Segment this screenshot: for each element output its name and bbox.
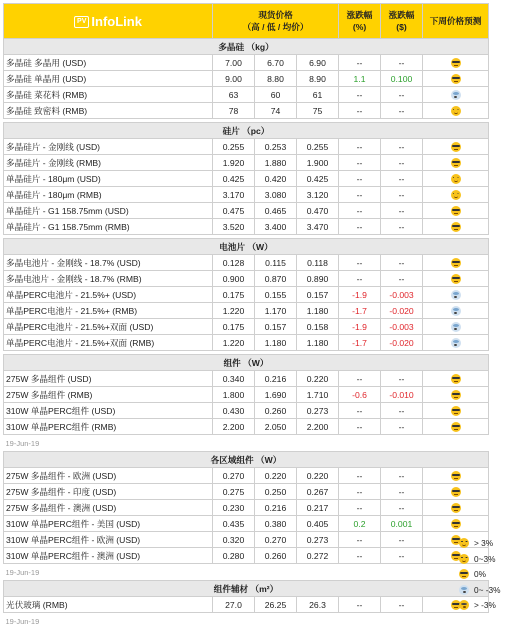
infolink-logo	[74, 16, 142, 28]
price-low: 0.157	[255, 319, 297, 335]
price-high: 3.520	[213, 219, 255, 235]
price-high: 3.170	[213, 187, 255, 203]
change-usd: --	[381, 203, 423, 219]
date-row	[4, 564, 489, 581]
product-name: 多晶硅 多晶用 (USD)	[4, 55, 213, 71]
price-low: 3.400	[255, 219, 297, 235]
table-row	[4, 271, 489, 287]
table-row	[4, 219, 489, 235]
price-avg: 61	[297, 87, 339, 103]
forecast-emoji-icon	[451, 390, 461, 400]
price-high: 0.270	[213, 468, 255, 484]
product-name: 275W 多晶组件 (RMB)	[4, 387, 213, 403]
change-usd: 0.001	[381, 516, 423, 532]
table-row	[4, 255, 489, 271]
change-usd: --	[381, 371, 423, 387]
section-header	[4, 39, 489, 55]
logo-badge: PV	[74, 16, 89, 28]
forecast-cell	[423, 468, 489, 484]
change-usd: 0.100	[381, 71, 423, 87]
price-avg: 3.120	[297, 187, 339, 203]
change-usd: --	[381, 255, 423, 271]
change-pct: --	[339, 87, 381, 103]
price-avg: 0.425	[297, 171, 339, 187]
price-low: 0.870	[255, 271, 297, 287]
change-pct: -0.6	[339, 387, 381, 403]
change-pct: --	[339, 271, 381, 287]
price-avg: 0.158	[297, 319, 339, 335]
change-pct: -1.7	[339, 335, 381, 351]
forecast-emoji-icon	[451, 142, 461, 152]
price-low: 74	[255, 103, 297, 119]
change-usd: --	[381, 87, 423, 103]
change-pct: --	[339, 484, 381, 500]
change-usd: --	[381, 532, 423, 548]
change-pct: --	[339, 187, 381, 203]
price-avg: 0.273	[297, 532, 339, 548]
forecast-cell	[423, 255, 489, 271]
section-header	[4, 355, 489, 371]
forecast-emoji-icon	[451, 374, 461, 384]
price-low: 0.465	[255, 203, 297, 219]
change-pct: --	[339, 55, 381, 71]
price-high: 0.900	[213, 271, 255, 287]
date-row	[4, 435, 489, 452]
pct-change-header: 涨跌幅 (%)	[339, 4, 381, 39]
change-usd: -0.020	[381, 303, 423, 319]
price-avg: 1.710	[297, 387, 339, 403]
price-high: 27.0	[213, 597, 255, 613]
forecast-emoji-icon	[451, 306, 461, 316]
change-usd: --	[381, 419, 423, 435]
forecast-emoji-icon	[451, 106, 461, 116]
usd-change-header: 涨跌幅 ($)	[381, 4, 423, 39]
forecast-emoji-icon	[451, 90, 461, 100]
table-row	[4, 287, 489, 303]
forecast-emoji-icon	[451, 487, 461, 497]
price-avg: 26.3	[297, 597, 339, 613]
price-avg: 0.272	[297, 548, 339, 564]
forecast-emoji-icon	[451, 503, 461, 513]
forecast-emoji-icon	[451, 190, 461, 200]
change-pct: --	[339, 171, 381, 187]
legend-item	[446, 552, 504, 565]
price-high: 63	[213, 87, 255, 103]
price-high: 0.175	[213, 319, 255, 335]
forecast-emoji-icon	[451, 174, 461, 184]
table-row	[4, 597, 489, 613]
change-pct: --	[339, 500, 381, 516]
price-high: 0.475	[213, 203, 255, 219]
product-name: 单晶PERC电池片 - 21.5%+双面 (USD)	[4, 319, 213, 335]
legend-label: 0%	[474, 568, 486, 579]
table-row	[4, 516, 489, 532]
change-pct: --	[339, 419, 381, 435]
product-name: 单晶硅片 - G1 158.75mm (RMB)	[4, 219, 213, 235]
price-low: 0.115	[255, 255, 297, 271]
forecast-emoji-icon	[451, 338, 461, 348]
price-avg: 0.255	[297, 139, 339, 155]
legend-emoji-icon	[459, 569, 469, 579]
price-low: 0.260	[255, 548, 297, 564]
price-low: 1.170	[255, 303, 297, 319]
forecast-cell	[423, 371, 489, 387]
price-high: 7.00	[213, 55, 255, 71]
price-high: 0.320	[213, 532, 255, 548]
price-low: 0.216	[255, 371, 297, 387]
price-low: 1.690	[255, 387, 297, 403]
price-low: 0.155	[255, 287, 297, 303]
price-avg: 1.180	[297, 335, 339, 351]
forecast-cell	[423, 139, 489, 155]
table-row	[4, 419, 489, 435]
forecast-cell	[423, 203, 489, 219]
price-high: 0.230	[213, 500, 255, 516]
product-name: 多晶硅 单晶用 (USD)	[4, 71, 213, 87]
table-row	[4, 187, 489, 203]
forecast-cell	[423, 103, 489, 119]
product-name: 310W 单晶PERC组件 - 欧洲 (USD)	[4, 532, 213, 548]
forecast-emoji-icon	[451, 290, 461, 300]
change-usd: --	[381, 139, 423, 155]
price-avg: 0.118	[297, 255, 339, 271]
table-row	[4, 319, 489, 335]
price-low: 26.25	[255, 597, 297, 613]
forecast-cell	[423, 155, 489, 171]
change-usd: --	[381, 548, 423, 564]
forecast-emoji-icon	[451, 158, 461, 168]
change-usd: --	[381, 500, 423, 516]
change-usd: --	[381, 484, 423, 500]
forecast-cell	[423, 403, 489, 419]
date-row	[4, 613, 489, 630]
forecast-emoji-icon	[451, 274, 461, 284]
price-avg: 0.157	[297, 287, 339, 303]
change-pct: --	[339, 532, 381, 548]
product-name: 单晶硅片 - 180μm (USD)	[4, 171, 213, 187]
product-name: 单晶PERC电池片 - 21.5%+ (RMB)	[4, 303, 213, 319]
price-high: 0.425	[213, 171, 255, 187]
price-low: 2.050	[255, 419, 297, 435]
forecast-emoji-icon	[451, 58, 461, 68]
change-pct: --	[339, 371, 381, 387]
change-usd: --	[381, 219, 423, 235]
table-row	[4, 71, 489, 87]
table-row	[4, 87, 489, 103]
price-high: 0.275	[213, 484, 255, 500]
product-name: 310W 单晶PERC组件 - 澳洲 (USD)	[4, 548, 213, 564]
legend-emoji-icon	[459, 538, 469, 548]
table-row	[4, 55, 489, 71]
legend-label: > 3%	[474, 537, 494, 548]
section-header	[4, 123, 489, 139]
forecast-cell	[423, 484, 489, 500]
legend-label: 0~3%	[474, 553, 496, 564]
change-pct: --	[339, 155, 381, 171]
change-pct: -1.7	[339, 303, 381, 319]
product-name: 多晶电池片 - 金刚线 - 18.7% (USD)	[4, 255, 213, 271]
table-row	[4, 303, 489, 319]
change-pct: --	[339, 597, 381, 613]
price-column-header: 現货价格 （高 / 低 / 均价）	[213, 4, 339, 39]
price-low: 0.260	[255, 403, 297, 419]
forecast-cell	[423, 500, 489, 516]
change-usd: --	[381, 187, 423, 203]
forecast-cell	[423, 171, 489, 187]
forecast-cell	[423, 219, 489, 235]
legend-item	[446, 567, 504, 580]
change-usd: --	[381, 271, 423, 287]
update-date: 19-Jun-19	[5, 567, 40, 577]
change-usd: --	[381, 468, 423, 484]
product-name: 310W 单晶PERC组件 - 美国 (USD)	[4, 516, 213, 532]
forecast-header: 下周价格预测	[423, 4, 489, 39]
change-usd: --	[381, 171, 423, 187]
change-pct: -1.9	[339, 319, 381, 335]
price-high: 0.435	[213, 516, 255, 532]
change-pct: --	[339, 219, 381, 235]
price-avg: 1.180	[297, 303, 339, 319]
product-name: 单晶硅片 - 180μm (RMB)	[4, 187, 213, 203]
table-row	[4, 532, 489, 548]
product-name: 多晶电池片 - 金刚线 - 18.7% (RMB)	[4, 271, 213, 287]
legend-item	[446, 583, 504, 596]
forecast-cell	[423, 516, 489, 532]
price-low: 0.216	[255, 500, 297, 516]
product-name: 多晶硅 菜花料 (RMB)	[4, 87, 213, 103]
price-low: 8.80	[255, 71, 297, 87]
forecast-emoji-icon	[451, 74, 461, 84]
price-low: 1.180	[255, 335, 297, 351]
change-pct: 1.1	[339, 71, 381, 87]
forecast-emoji-icon	[451, 322, 461, 332]
price-avg: 0.267	[297, 484, 339, 500]
price-high: 1.220	[213, 303, 255, 319]
legend-emoji-icon	[459, 554, 469, 564]
table-row	[4, 103, 489, 119]
product-name: 310W 单晶PERC组件 (RMB)	[4, 419, 213, 435]
product-name: 单晶PERC电池片 - 21.5%+双面 (RMB)	[4, 335, 213, 351]
legend-label: 0~ -3%	[474, 584, 501, 595]
section-title: 组件辅材 （m²）	[4, 581, 489, 597]
table-row	[4, 403, 489, 419]
price-avg: 0.220	[297, 468, 339, 484]
section-title: 硅片 （pc）	[4, 123, 489, 139]
forecast-cell	[423, 271, 489, 287]
table-row	[4, 387, 489, 403]
price-avg: 3.470	[297, 219, 339, 235]
price-low: 0.253	[255, 139, 297, 155]
price-high: 1.800	[213, 387, 255, 403]
price-high: 2.200	[213, 419, 255, 435]
logo-cell	[4, 4, 213, 39]
change-pct: --	[339, 103, 381, 119]
price-high: 0.255	[213, 139, 255, 155]
change-usd: -0.003	[381, 319, 423, 335]
forecast-emoji-icon	[451, 519, 461, 529]
price-high: 0.430	[213, 403, 255, 419]
section-header	[4, 239, 489, 255]
price-avg: 0.217	[297, 500, 339, 516]
section-title: 多晶硅 （kg）	[4, 39, 489, 55]
change-usd: --	[381, 55, 423, 71]
table-row	[4, 468, 489, 484]
price-high: 1.220	[213, 335, 255, 351]
change-pct: --	[339, 255, 381, 271]
change-usd: -0.003	[381, 287, 423, 303]
price-high: 0.280	[213, 548, 255, 564]
section-header	[4, 452, 489, 468]
price-low: 1.880	[255, 155, 297, 171]
section-title: 各区域组件 （W）	[4, 452, 489, 468]
change-usd: --	[381, 155, 423, 171]
forecast-cell	[423, 319, 489, 335]
price-high: 9.00	[213, 71, 255, 87]
forecast-cell	[423, 387, 489, 403]
forecast-emoji-icon	[451, 258, 461, 268]
price-low: 60	[255, 87, 297, 103]
price-avg: 75	[297, 103, 339, 119]
forecast-emoji-icon	[451, 222, 461, 232]
price-high: 0.128	[213, 255, 255, 271]
table-row	[4, 335, 489, 351]
table-row	[4, 155, 489, 171]
price-avg: 0.273	[297, 403, 339, 419]
change-pct: --	[339, 548, 381, 564]
price-avg: 0.220	[297, 371, 339, 387]
price-table	[3, 3, 489, 629]
change-pct: --	[339, 139, 381, 155]
legend-emoji-icon	[459, 585, 469, 595]
change-usd: -0.020	[381, 335, 423, 351]
change-usd: --	[381, 403, 423, 419]
price-low: 0.380	[255, 516, 297, 532]
price-low: 0.250	[255, 484, 297, 500]
forecast-cell	[423, 287, 489, 303]
table-row	[4, 371, 489, 387]
forecast-emoji-icon	[451, 422, 461, 432]
change-pct: --	[339, 403, 381, 419]
table-header	[4, 4, 489, 39]
forecast-cell	[423, 55, 489, 71]
legend-item	[446, 598, 504, 611]
price-avg: 8.90	[297, 71, 339, 87]
product-name: 单晶硅片 - G1 158.75mm (USD)	[4, 203, 213, 219]
product-name: 光伏玻璃 (RMB)	[4, 597, 213, 613]
change-pct: --	[339, 203, 381, 219]
product-name: 单晶PERC电池片 - 21.5%+ (USD)	[4, 287, 213, 303]
product-name: 多晶硅片 - 金刚线 (USD)	[4, 139, 213, 155]
price-avg: 0.405	[297, 516, 339, 532]
price-high: 0.175	[213, 287, 255, 303]
legend-emoji-icon	[459, 600, 469, 610]
table-row	[4, 139, 489, 155]
forecast-cell	[423, 187, 489, 203]
change-pct: --	[339, 468, 381, 484]
table-row	[4, 500, 489, 516]
logo-text: InfoLink	[91, 14, 142, 29]
price-high: 78	[213, 103, 255, 119]
price-low: 0.420	[255, 171, 297, 187]
change-usd: -0.010	[381, 387, 423, 403]
change-usd: --	[381, 597, 423, 613]
forecast-cell	[423, 87, 489, 103]
price-avg: 2.200	[297, 419, 339, 435]
section-title: 电池片 （W）	[4, 239, 489, 255]
change-pct: 0.2	[339, 516, 381, 532]
price-low: 0.270	[255, 532, 297, 548]
table-row	[4, 548, 489, 564]
forecast-cell	[423, 71, 489, 87]
forecast-cell	[423, 419, 489, 435]
price-high: 0.340	[213, 371, 255, 387]
legend-item	[446, 536, 504, 549]
legend-label: > -3%	[474, 599, 496, 610]
update-date: 19-Jun-19	[5, 616, 40, 626]
price-table-container	[3, 3, 482, 629]
section-header	[4, 581, 489, 597]
price-high: 1.920	[213, 155, 255, 171]
product-name: 310W 单晶PERC组件 (USD)	[4, 403, 213, 419]
forecast-emoji-icon	[451, 471, 461, 481]
table-row	[4, 171, 489, 187]
forecast-cell	[423, 303, 489, 319]
section-title: 组件 （W）	[4, 355, 489, 371]
product-name: 275W 多晶组件 (USD)	[4, 371, 213, 387]
price-low: 6.70	[255, 55, 297, 71]
change-pct: -1.9	[339, 287, 381, 303]
change-usd: --	[381, 103, 423, 119]
product-name: 多晶硅片 - 金刚线 (RMB)	[4, 155, 213, 171]
price-low: 3.080	[255, 187, 297, 203]
update-date: 19-Jun-19	[5, 438, 40, 448]
product-name: 275W 多晶组件 - 欧洲 (USD)	[4, 468, 213, 484]
product-name: 多晶硅 致密料 (RMB)	[4, 103, 213, 119]
price-avg: 0.470	[297, 203, 339, 219]
product-name: 275W 多晶组件 - 印度 (USD)	[4, 484, 213, 500]
price-low: 0.220	[255, 468, 297, 484]
table-row	[4, 484, 489, 500]
table-row	[4, 203, 489, 219]
forecast-emoji-icon	[451, 206, 461, 216]
price-avg: 1.900	[297, 155, 339, 171]
forecast-emoji-icon	[451, 406, 461, 416]
price-avg: 6.90	[297, 55, 339, 71]
product-name: 275W 多晶组件 - 澳洲 (USD)	[4, 500, 213, 516]
forecast-cell	[423, 335, 489, 351]
price-avg: 0.890	[297, 271, 339, 287]
